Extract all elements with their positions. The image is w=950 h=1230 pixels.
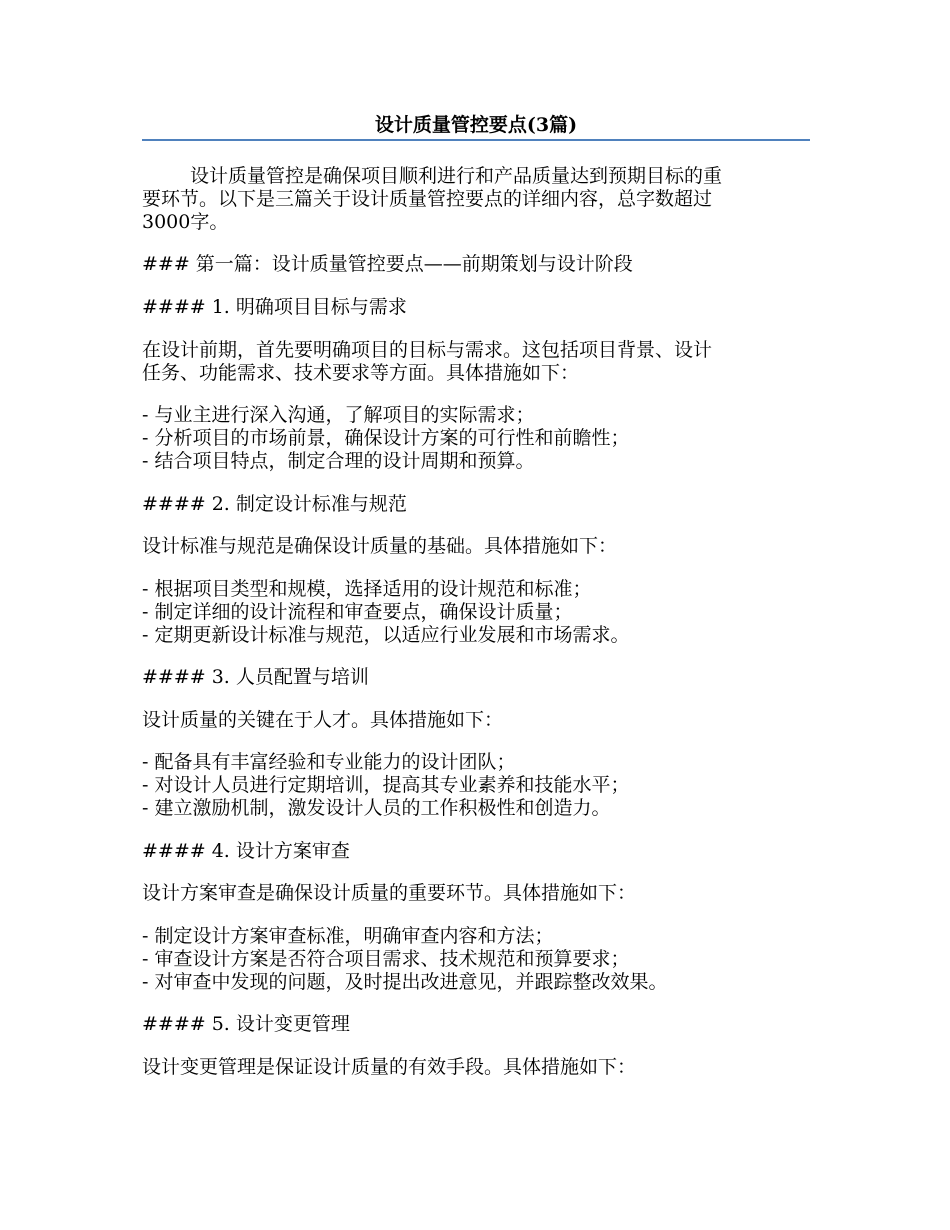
intro-line: 要环节。以下是三篇关于设计质量管控要点的详细内容，总字数超过 <box>142 188 713 210</box>
section-paragraph-line: 在设计前期，首先要明确项目的目标与需求。这包括项目背景、设计 <box>142 339 713 361</box>
section-paragraph-line: 设计方案审查是确保设计质量的重要环节。具体措施如下： <box>142 882 637 904</box>
section-heading: #### 3. 人员配置与培训 <box>142 666 369 688</box>
bullet-item: - 与业主进行深入沟通，了解项目的实际需求； <box>142 404 535 426</box>
bullet-item: - 配备具有丰富经验和专业能力的设计团队； <box>142 751 516 773</box>
part1-heading: ### 第一篇：设计质量管控要点——前期策划与设计阶段 <box>142 253 633 275</box>
intro-line: 3000字。 <box>142 211 229 233</box>
bullet-item: - 结合项目特点，制定合理的设计周期和预算。 <box>142 450 535 472</box>
section-paragraph-line: 设计质量的关键在于人才。具体措施如下： <box>142 709 504 731</box>
bullet-item: - 审查设计方案是否符合项目需求、技术规范和预算要求； <box>142 948 630 970</box>
bullet-item: - 对审查中发现的问题，及时提出改进意见，并跟踪整改效果。 <box>142 971 668 993</box>
bullet-item: - 根据项目类型和规模，选择适用的设计规范和标准； <box>142 578 592 600</box>
section-heading: #### 1. 明确项目目标与需求 <box>142 296 407 318</box>
section-heading: #### 5. 设计变更管理 <box>142 1013 350 1035</box>
section-heading: #### 4. 设计方案审查 <box>142 840 350 862</box>
section-paragraph-line: 任务、功能需求、技术要求等方面。具体措施如下： <box>142 362 580 384</box>
bullet-item: - 制定设计方案审查标准，明确审查内容和方法； <box>142 925 554 947</box>
title-underline <box>142 139 810 141</box>
bullet-item: - 分析项目的市场前景，确保设计方案的可行性和前瞻性； <box>142 427 630 449</box>
bullet-item: - 建立激励机制，激发设计人员的工作积极性和创造力。 <box>142 797 611 819</box>
bullet-item: - 制定详细的设计流程和审查要点，确保设计质量； <box>142 601 573 623</box>
bullet-item: - 定期更新设计标准与规范，以适应行业发展和市场需求。 <box>142 624 630 646</box>
section-paragraph-line: 设计标准与规范是确保设计质量的基础。具体措施如下： <box>142 535 618 557</box>
section-heading: #### 2. 制定设计标准与规范 <box>142 493 407 515</box>
bullet-item: - 对设计人员进行定期培训，提高其专业素养和技能水平； <box>142 774 630 796</box>
intro-line: 设计质量管控是确保项目顺利进行和产品质量达到预期目标的重 <box>190 165 723 187</box>
document-title: 设计质量管控要点(3篇) <box>374 114 578 136</box>
section-paragraph-line: 设计变更管理是保证设计质量的有效手段。具体措施如下： <box>142 1056 637 1078</box>
